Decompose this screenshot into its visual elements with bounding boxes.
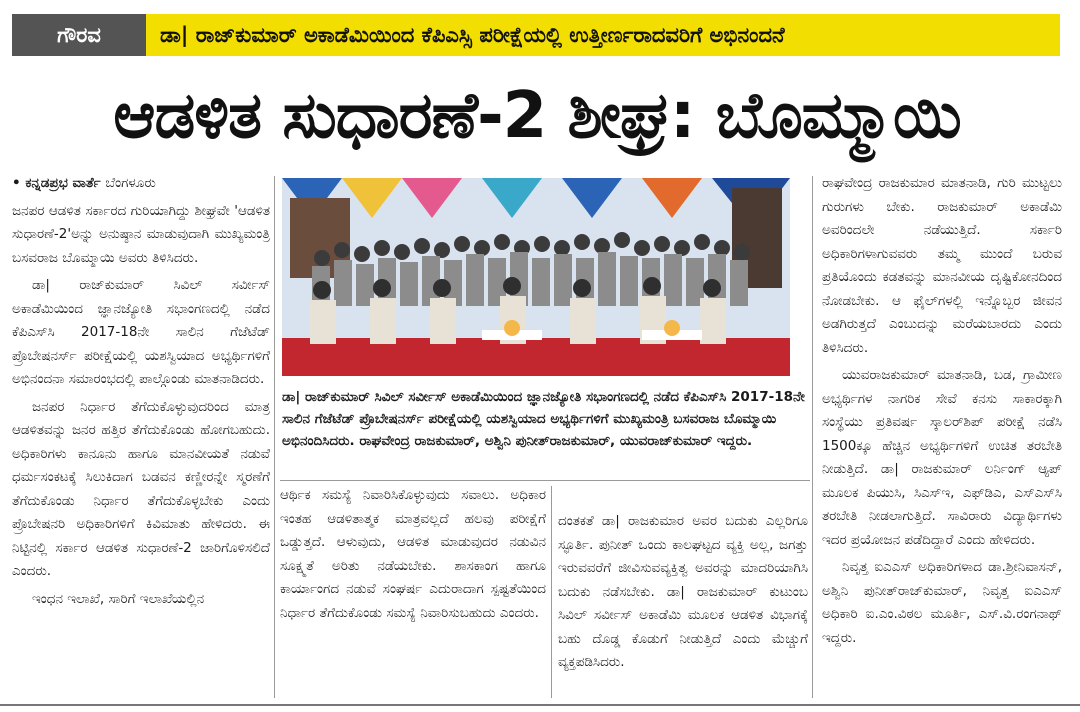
event-photo — [282, 178, 790, 376]
paragraph: ಡಾ| ರಾಜ್‌ಕುಮಾರ್ ಸಿವಿಲ್ ಸರ್ವೀಸ್ ಅಕಾಡೆಮಿಯಿಂದ ಜ್ಞಾನಜ್ಯೋತಿ ಸಭಾಂಗಣದಲ್ಲಿ ನಡೆದ ಕೆಪಿಎಸ್‌ಸಿ 2017-18ನೇ ಸಾಲಿನ ಗೆಜೆಟೆಡ್ ಪ್ರೊಬೇಷನರ್ಸ್ ಪರೀಕ್ಷೆಯಲ್ಲಿ ಯಶಸ್ವಿಯಾದ ಅಭ್ಯರ್ಥಿಗಳಿಗೆ ಅಭಿನಂದನಾ ಸಮಾರಂಭದಲ್ಲಿ ಪಾಲ್ಗೊಂಡು ಮಾತನಾಡಿದರು. — [12, 277, 270, 387]
kicker-tag: ಗೌರವ — [12, 14, 146, 56]
article-column-3 — [558, 510, 808, 700]
paragraph: ನಿವೃತ್ತ ಐಎಎಸ್ ಅಧಿಕಾರಿಗಳಾದ ಡಾ.ಶ್ರೀನಿವಾಸನ್, ಅಶ್ವಿನಿ ಪುನೀತ್‌ರಾಜ್‌ಕುಮಾರ್, ನಿವೃತ್ತ ಐಎಎಸ್ ಅಧಿಕಾರಿ ಐ.ಎಂ.ವಿಠಲ ಮೂರ್ತಿ, ಎಸ್.ವಿ.ರಂಗನಾಥ್ ಇದ್ದರು. — [822, 559, 1062, 646]
kicker-bar — [12, 14, 1060, 56]
paragraph: ಯುವರಾಜಕುಮಾರ್ ಮಾತನಾಡಿ, ಬಡ, ಗ್ರಾಮೀಣ ಅಭ್ಯರ್ಥಿಗಳ ನಾಗರಿಕ ಸೇವೆ ಕನಸು ಸಾಕಾರಕ್ಕಾಗಿ ಸಂಸ್ಥೆಯು ಪ್ರತಿವರ್ಷ ಸ್ಕಾಲರ್‌ಶಿಪ್ ಪರೀಕ್ಷೆ ನಡೆಸಿ 1500ಕ್ಕೂ ಹೆಚ್ಚಿನ ಅಭ್ಯರ್ಥಿಗಳಿಗೆ ಉಚಿತ ತರಬೇತಿ ನೀಡುತ್ತಿದೆ. ಡಾ| ರಾಜಕುಮಾರ್ ಲರ್ನಿಂಗ್ ಆ್ಯಪ್ ಮೂಲಕ ಪಿಯುಸಿ, ಸಿಎಸ್‌ಇ, ಎಫ್‌ಡಿಎ, ಎಸ್‌ಎಸ್‌ಸಿ ತರಬೇತಿ ನೀಡಲಾಗುತ್ತಿದೆ. ಸಾವಿರಾರು ವಿದ್ಯಾರ್ಥಿಗಳು ಇದರ ಪ್ರಯೋಜನ ಪಡೆದಿದ್ದಾರೆ ಎಂದು ಹೇಳಿದರು. — [822, 367, 1062, 548]
article-column-1 — [12, 172, 270, 692]
caption-divider — [280, 480, 810, 481]
column-divider — [551, 486, 552, 698]
kicker-text: ಡಾ| ರಾಜ್‌ಕುಮಾರ್ ಅಕಾಡೆಮಿಯಿಂದ ಕೆಪಿಎಸ್ಸಿ ಪರೀಕ್ಷೆಯಲ್ಲಿ ಉತ್ತೀರ್ಣರಾದವರಿಗೆ ಅಭಿನಂದನೆ — [146, 14, 1060, 56]
column-divider — [812, 176, 813, 698]
bottom-rule — [0, 704, 1080, 706]
paragraph: ಇಂಧನ ಇಲಾಖೆ, ಸಾರಿಗೆ ಇಲಾಖೆಯಲ್ಲಿನ — [32, 590, 205, 607]
photo-caption: ಡಾ| ರಾಜ್‌ಕುಮಾರ್ ಸಿವಿಲ್ ಸರ್ವೀಸ್ ಅಕಾಡೆಮಿಯಿಂದ ಜ್ಞಾನಜ್ಯೋತಿ ಸಭಾಂಗಣದಲ್ಲಿ ನಡೆದ ಕೆಪಿಎಸ್‌ಸಿ 2017-18ನೇ ಸಾಲಿನ ಗೆಜೆಟೆಡ್ ಪ್ರೊಬೇಷನರ್ಸ್ ಪರೀಕ್ಷೆಯಲ್ಲಿ ಯಶಸ್ವಿಯಾದ ಅಭ್ಯರ್ಥಿಗಳಿಗೆ ಮುಖ್ಯಮಂತ್ರಿ ಬಸವರಾಜ ಬೊಮ್ಮಾಯಿ ಅಭಿನಂದಿಸಿದರು. ರಾಘವೇಂದ್ರ ರಾಜಕುಮಾರ್, ಅಶ್ವಿನಿ ಪುನೀತ್‌ರಾಜಕುಮಾರ್, ಯುವರಾಜ್‌ಕುಮಾರ್ ಇದ್ದರು. — [282, 389, 805, 449]
headline: ಆಡಳಿತ ಸುಧಾರಣೆ-2 ಶೀಘ್ರ: ಬೊಮ್ಮಾಯಿ — [113, 79, 961, 153]
paragraph: ಜನಪರ ಆಡಳಿತ ಸರ್ಕಾರದ ಗುರಿಯಾಗಿದ್ದು ಶೀಘ್ರವೇ 'ಆಡಳಿತ ಸುಧಾರಣೆ-2'ಅನ್ನು ಅನುಷ್ಠಾನ ಮಾಡುವುದಾಗಿ ಮುಖ್ಯಮಂತ್ರಿ ಬಸವರಾಜ ಬೊಮ್ಮಾಯಿ ಅವರು ತಿಳಿಸಿದರು. — [12, 202, 270, 266]
paragraph: ದಂತಕತೆ ಡಾ| ರಾಜಕುಮಾರ ಅವರ ಬದುಕು ಎಲ್ಲರಿಗೂ ಸ್ಫೂರ್ತಿ. ಪುನೀತ್ ಒಂದು ಕಾಲಘಟ್ಟದ ವ್ಯಕ್ತಿ ಅಲ್ಲ, ಜಗತ್ತು ಇರುವವರೆಗೆ ಜೀವಿಸುವವ್ಯಕ್ತಿತ್ವ ಅವರನ್ನು ಮಾದರಿಯಾಗಿಸಿ ಬದುಕು ನಡೆಸಬೇಕು. ಡಾ| ರಾಜಕುಮಾರ್ ಕುಟುಂಬ ಸಿವಿಲ್ ಸರ್ವೀಸ್ ಅಕಾಡೆಮಿ ಮೂಲಕ ಆಡಳಿತ ವಿಭಾಗಕ್ಕೆ ಬಹು ದೊಡ್ಡ ಕೊಡುಗೆ ನೀಡುತ್ತಿದೆ ಎಂದು ಮೆಚ್ಚುಗೆ ವ್ಯಕ್ತಪಡಿಸಿದರು. — [558, 513, 808, 670]
paragraph: ಆರ್ಥಿಕ ಸಮಸ್ಯೆ ನಿವಾರಿಸಿಕೊಳ್ಳುವುದು ಸವಾಲು. ಅಧಿಕಾರ ಇಂತಹ ಆಡಳಿತಾತ್ಮಕ ಮಾತ್ರವಲ್ಲದೆ ಹಲವು ಪರೀಕ್ಷೆಗೆ ಒಡ್ಡುತ್ತದೆ. ಆಳುವುದು, ಆಡಳಿತ ಮಾಡುವುದರ ನಡುವಿನ ಸೂಕ್ಷ್ಮತೆ ಅರಿತು ನಡೆಯಬೇಕು. ಶಾಸಕಾಂಗ ಹಾಗೂ ಕಾರ್ಯಾಂಗದ ನಡುವೆ ಸಂಘರ್ಷ ಎದುರಾದಾಗ ಸ್ಪಷ್ಟತೆಯಿಂದ ನಿರ್ಧಾರ ತೆಗೆದುಕೊಂಡು ಸಮಸ್ಯೆ ನಿವಾರಿಸುಬಹುದು ಎಂದರು. — [280, 487, 546, 621]
paragraph: ರಾಘವೇಂದ್ರ ರಾಜಕುಮಾರ ಮಾತನಾಡಿ, ಗುರಿ ಮುಟ್ಟಲು ಗುರುಗಳು ಬೇಕು. ರಾಜಕುಮಾರ್ ಅಕಾಡೆಮಿ ಅವರಿಂದಲೇ ನಡೆಯುತ್ತಿದೆ. ಸರ್ಕಾರಿ ಅಧಿಕಾರಿಗಳಾಗುವವರು ತಮ್ಮ ಮುಂದೆ ಬರುವ ಪ್ರತಿಯೊಂದು ಕಡತವನ್ನು ಮಾನವೀಯ ದೃಷ್ಟಿಕೋನದಿಂದ ನೋಡಬೇಕು. ಆ ಫೈಲ್‌ಗಳಲ್ಲಿ ಇನ್ನೊಬ್ಬರ ಜೀವನ ಅಡಗಿರುತ್ತದೆ ಎಂಬುದನ್ನು ಮರೆಯಬಾರದು ಎಂದು ತಿಳಿಸಿದರು. — [822, 175, 1062, 356]
byline-place: ಬೆಂಗಳೂರು — [105, 175, 156, 191]
byline — [12, 172, 270, 196]
column-divider — [274, 176, 275, 698]
byline-source: ಕನ್ನಡಪ್ರಭ ವಾರ್ತೆ — [25, 175, 101, 191]
paragraph: ಜನಪರ ನಿರ್ಧಾರ ತೆಗೆದುಕೊಳ್ಳುವುದರಿಂದ ಮಾತ್ರ ಆಡಳಿತವನ್ನು ಜನರ ಹತ್ತಿರ ತೆಗೆದುಕೊಂಡು ಹೋಗಬಹುದು. ಅಧಿಕಾರಿಗಳು ಕಾನೂನು ಹಾಗೂ ಮಾನವೀಯತೆ ನಡುವೆ ಧರ್ಮಸಂಕಟಕ್ಕೆ ಸಿಲುಕಿದಾಗ ಬಡವನ ಕಣ್ಣೀರನ್ನೇ ಸ್ಮರಣೆಗೆ ತೆಗೆದುಕೊಂಡು ನಿರ್ಧಾರ ತೆಗೆದುಕೊಳ್ಳಬೇಕು ಎಂದು ಪ್ರೊಬೇಷನರಿ ಅಧಿಕಾರಿಗಳಿಗೆ ಕಿವಿಮಾತು ಹೇಳಿದರು. ಈ ನಿಟ್ಟಿನಲ್ಲಿ ಸರ್ಕಾರ ಆಡಳಿತ ಸುಧಾರಣೆ-2 ಜಾರಿಗೊಳಿಸಲಿದೆ ಎಂದರು. — [12, 398, 270, 579]
article-column-4 — [822, 172, 1062, 692]
article-column-2 — [280, 484, 546, 694]
bullet-icon: • — [12, 175, 26, 191]
